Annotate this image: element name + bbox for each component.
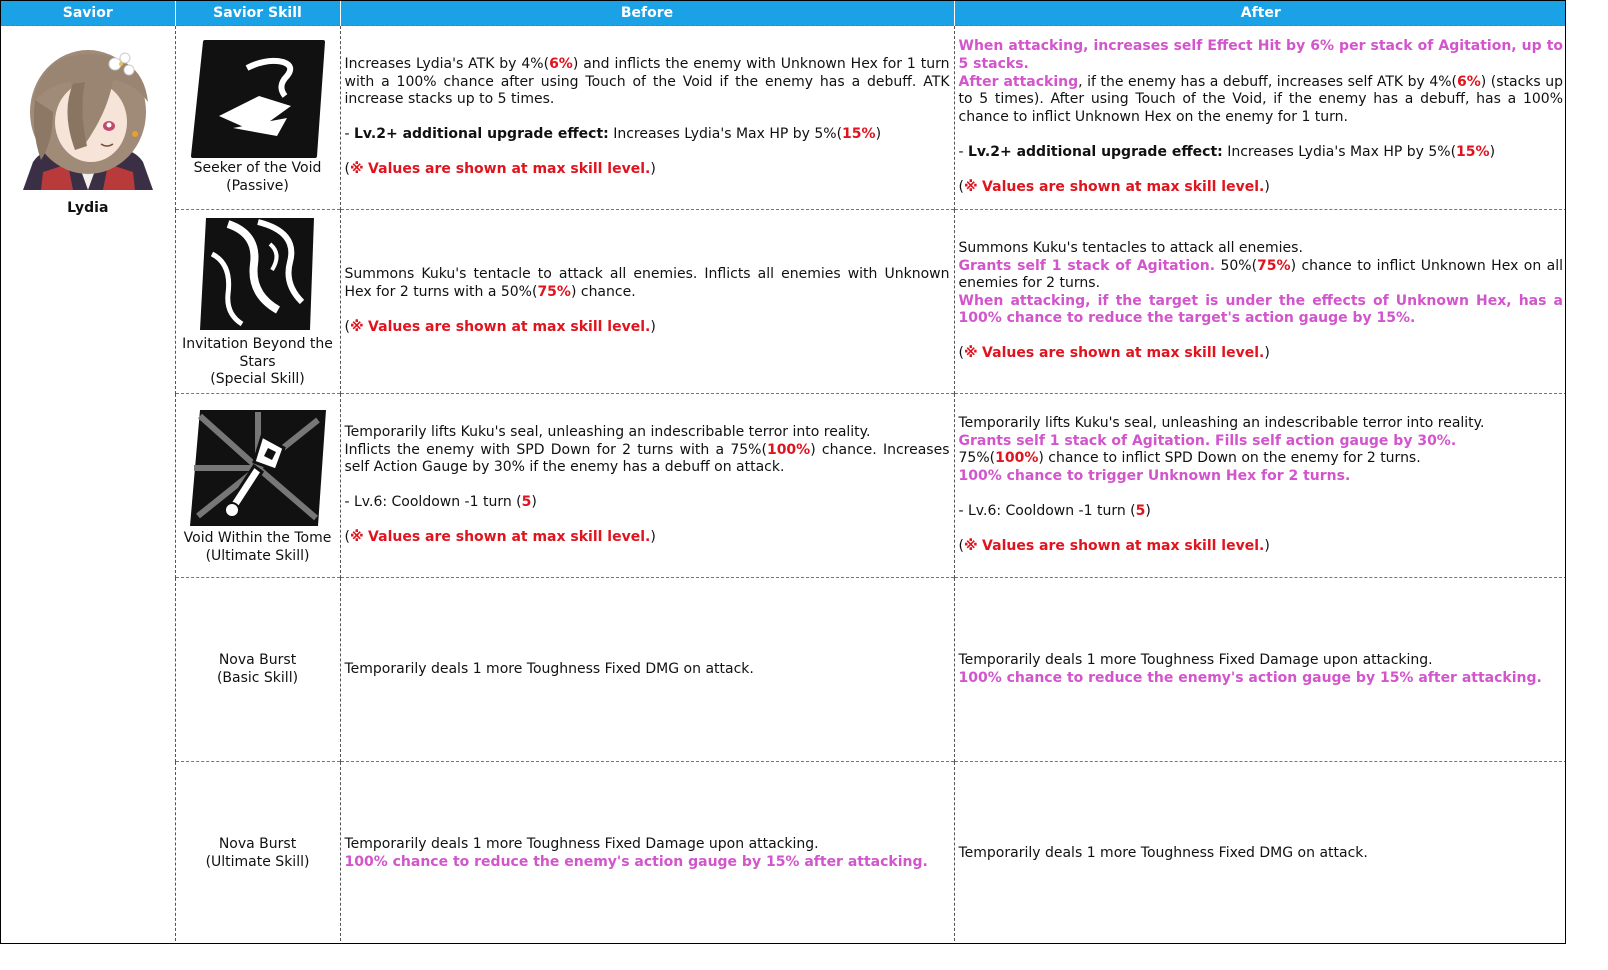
max-level-note: (※ Values are shown at max skill level.)	[958, 538, 1270, 555]
skill-comparison-table	[1, 1, 1566, 944]
header-savior-skill: Savior Skill	[175, 1, 340, 26]
before-cell	[340, 394, 954, 578]
skill-name: Nova Burst	[218, 836, 297, 853]
before-cell	[340, 26, 954, 210]
header-after: After	[954, 1, 1566, 26]
table-header-row	[1, 1, 1566, 26]
after-cell	[954, 394, 1566, 578]
after-cell	[954, 26, 1566, 210]
savior-cell	[1, 26, 175, 945]
after-cell	[954, 762, 1566, 945]
before-cell	[340, 578, 954, 762]
skill-name: Seeker of the Void	[193, 159, 322, 176]
before-text: Temporarily deals 1 more Toughness Fixed DMG on attack.	[344, 660, 754, 677]
max-level-note: (※ Values are shown at max skill level.)	[958, 345, 1270, 362]
cooldown-effect: - Lv.6: Cooldown -1 turn (5)	[344, 494, 537, 511]
after-cell	[954, 578, 1566, 762]
after-text: Temporarily lifts Kuku's seal, unleashing an indescribable terror into reality. Grants self 1 stack of Agitation. Fills self action gauge by 30%. 75%(100%) chance to inflict SPD Down on the enemy for 2 turns. 100% chance to trigger Unknown Hex for 2 turns.	[958, 415, 1485, 484]
before-cell	[340, 762, 954, 945]
skill-cell	[175, 578, 340, 762]
after-cell	[954, 210, 1566, 394]
skill-type: (Basic Skill)	[216, 669, 299, 686]
header-savior: Savior	[1, 1, 175, 26]
table-row	[1, 26, 1566, 210]
lydia-portrait	[13, 42, 163, 190]
after-text: Temporarily deals 1 more Toughness Fixed DMG on attack.	[958, 844, 1368, 861]
table-row	[1, 394, 1566, 578]
seeker-of-the-void-icon	[191, 40, 325, 158]
skill-name: Invitation Beyond the Stars	[182, 336, 333, 370]
skill-cell	[175, 762, 340, 945]
cooldown-effect: - Lv.6: Cooldown -1 turn (5)	[958, 503, 1151, 520]
skill-type: (Passive)	[226, 177, 289, 194]
skill-type: (Ultimate Skill)	[205, 547, 310, 564]
max-level-note: (※ Values are shown at max skill level.)	[344, 319, 656, 336]
table-row	[1, 210, 1566, 394]
upgrade-effect: - Lv.2+ additional upgrade effect: Increases Lydia's Max HP by 5%(15%)	[344, 126, 882, 143]
savior-name: Lydia	[67, 200, 109, 216]
table-row	[1, 762, 1566, 945]
skill-cell	[175, 210, 340, 394]
max-level-note: (※ Values are shown at max skill level.)	[344, 161, 656, 178]
after-text: When attacking, increases self Effect Hit by 6% per stack of Agitation, up to 5 stacks. After attacking, if the enemy has a debuff, increases self ATK by 4%(6%) (stacks up to 5 times). After using Touch of the Void, if the enemy has a debuff, has a 100% chance to inflict Unknown Hex on the enemy for 1 turn.	[958, 38, 1563, 125]
void-within-the-tome-icon	[188, 406, 328, 528]
header-before: Before	[340, 1, 954, 26]
invitation-beyond-the-stars-icon	[198, 214, 318, 334]
skill-cell	[175, 26, 340, 210]
after-text: Temporarily deals 1 more Toughness Fixed Damage upon attacking. 100% chance to reduce the enemy's action gauge by 15% after attacking.	[958, 651, 1542, 686]
table-row	[1, 578, 1566, 762]
skill-type: (Special Skill)	[210, 371, 305, 388]
before-text: Temporarily deals 1 more Toughness Fixed Damage upon attacking. 100% chance to reduce the enemy's action gauge by 15% after attacking.	[344, 836, 928, 870]
before-text: Temporarily lifts Kuku's seal, unleashing an indescribable terror into reality. Inflicts the enemy with SPD Down for 2 turns with a 75%(100%) chance. Increases self Action Gauge by 30% if the enemy has a debuff on attack.	[344, 423, 950, 476]
before-cell	[340, 210, 954, 394]
skill-cell	[175, 394, 340, 578]
skill-name: Nova Burst	[218, 651, 297, 668]
skill-name: Void Within the Tome	[183, 529, 332, 546]
skill-type: (Ultimate Skill)	[205, 853, 310, 870]
before-text: Increases Lydia's ATK by 4%(6%) and inflicts the enemy with Unknown Hex for 1 turn with a 100% chance after using Touch of the Void if the enemy has a debuff. ATK increase stacks up to 5 times.	[344, 55, 950, 108]
before-text: Summons Kuku's tentacle to attack all enemies. Inflicts all enemies with Unknown Hex for 2 turns with a 50%(75%) chance.	[344, 266, 950, 300]
max-level-note: (※ Values are shown at max skill level.)	[344, 529, 656, 546]
upgrade-effect: - Lv.2+ additional upgrade effect: Increases Lydia's Max HP by 5%(15%)	[958, 143, 1496, 160]
after-text: Summons Kuku's tentacles to attack all enemies. Grants self 1 stack of Agitation. 50%(75%) chance to inflict Unknown Hex on all enemies for 2 turns. When attacking, if the target is under the effects of Unknown Hex, has a 100% chance to reduce the target's action gauge by 15%.	[958, 239, 1564, 327]
max-level-note: (※ Values are shown at max skill level.)	[958, 179, 1270, 196]
